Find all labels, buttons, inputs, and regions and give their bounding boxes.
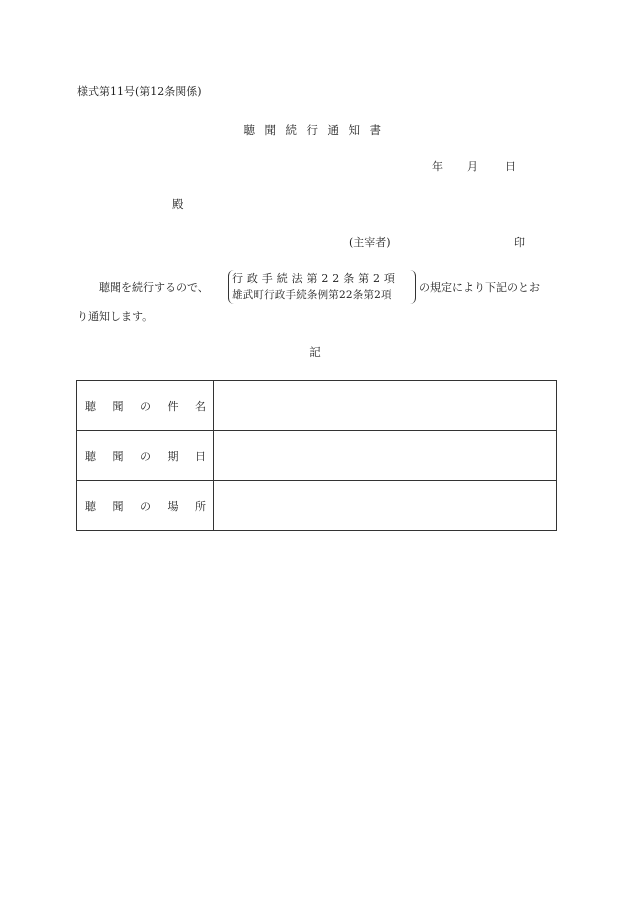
legal-basis-option-ordinance: 雄武町行政手続条例第22条第2項 xyxy=(232,289,392,301)
label-char: 聞 xyxy=(112,499,124,513)
label-char: 所 xyxy=(195,499,206,513)
hearing-date-label xyxy=(77,431,214,481)
label-char: 件 xyxy=(167,399,179,413)
label-char: 名 xyxy=(195,399,206,413)
hearing-place-field[interactable] xyxy=(214,481,557,531)
page-title: 聴聞続行通知書 xyxy=(243,123,391,137)
record-heading: 記 xyxy=(309,345,321,359)
hearing-place-label xyxy=(77,481,214,531)
date-year-label: 年 xyxy=(432,160,443,173)
legal-basis-option-law: 行政手続法第22条第2項 xyxy=(232,272,399,285)
label-char: 日 xyxy=(195,449,206,463)
table-row-subject xyxy=(77,381,557,431)
hearing-subject-label xyxy=(77,381,214,431)
table-row-place xyxy=(77,481,557,531)
label-char: 聴 xyxy=(85,499,96,513)
label-char: 聞 xyxy=(112,399,124,413)
seal-label: 印 xyxy=(514,236,525,249)
organizer-label: (主宰者) xyxy=(349,236,391,249)
label-char: の xyxy=(140,499,151,513)
label-char: 聞 xyxy=(112,449,124,463)
table-row-date xyxy=(77,431,557,481)
body-text-lead: 聴聞を続行するので、 xyxy=(99,281,209,294)
label-char: の xyxy=(140,449,151,463)
label-char: 聴 xyxy=(85,449,96,463)
date-day-label: 日 xyxy=(505,160,516,173)
label-char: の xyxy=(140,399,151,413)
addressee-suffix: 殿 xyxy=(172,197,184,211)
label-char: 聴 xyxy=(85,399,96,413)
hearing-details-table xyxy=(76,380,557,531)
date-month-label: 月 xyxy=(467,160,478,173)
body-text-line2: り通知します。 xyxy=(77,310,154,323)
label-char: 場 xyxy=(167,499,179,513)
body-text-tail: の規定により下記のとお xyxy=(419,281,540,294)
label-char: 期 xyxy=(167,449,179,463)
form-number: 様式第11号(第12条関係) xyxy=(77,85,202,98)
hearing-date-field[interactable] xyxy=(214,431,557,481)
hearing-subject-field[interactable] xyxy=(214,381,557,431)
